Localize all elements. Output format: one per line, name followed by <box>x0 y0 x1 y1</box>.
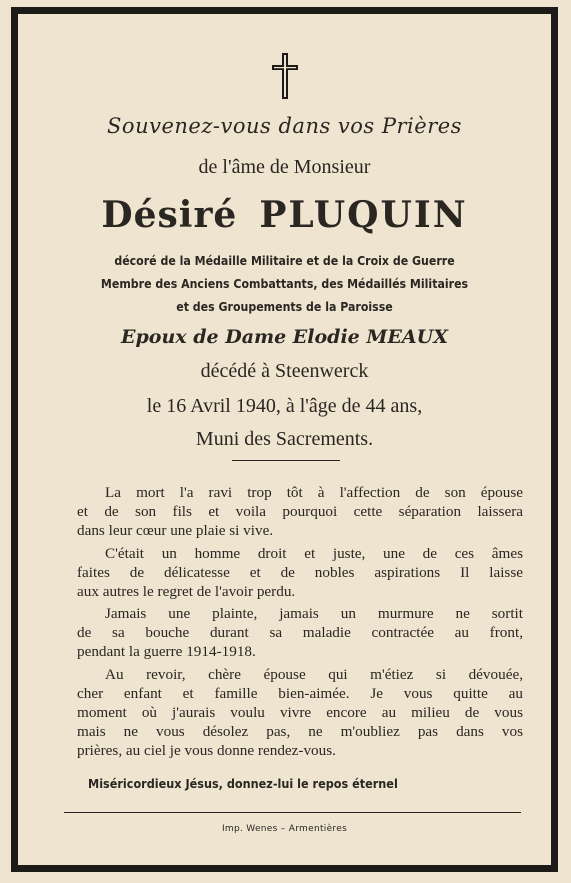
paragraph-line: pendant la guerre 1914-1918. <box>77 643 256 660</box>
first-name: Désiré <box>101 194 238 236</box>
closing-prayer: Miséricordieux Jésus, donnez-lui le repos éternel <box>88 776 398 791</box>
honor-line: décoré de la Médaille Militaire et de la Croix de Guerre <box>114 253 455 268</box>
paragraph-line: prières, au ciel je vous donne rendez-vous. <box>77 742 336 759</box>
paragraph-line: faites de délicatesse et de nobles aspirations Il laisse <box>77 564 523 581</box>
surname: PLUQUIN <box>259 194 468 236</box>
paragraph <box>77 604 523 661</box>
honor-line: et des Groupements de la Paroisse <box>176 299 393 314</box>
paragraph <box>77 665 523 760</box>
paragraph-line: Jamais une plainte, jamais un murmure ne sortit <box>105 605 523 622</box>
honor-line: Membre des Anciens Combattants, des Médaillés Militaires <box>100 276 469 291</box>
paragraph-line: Au revoir, chère épouse qui m'étiez si dévouée, <box>105 666 523 683</box>
paragraph-line: dans leur cœur une plaie si vive. <box>77 522 274 539</box>
divider <box>232 460 340 461</box>
intro-line: de l'âme de Monsieur <box>198 156 371 178</box>
paragraph-line: moment où j'aurais voulu vivre encore au milieu de vous <box>77 704 523 721</box>
paragraph <box>77 544 523 601</box>
spouse-line: Epoux de Dame Elodie MEAUX <box>121 326 448 348</box>
paragraph-line: La mort l'a ravi trop tôt à l'affection de son épouse <box>105 484 523 501</box>
card-content <box>18 14 551 865</box>
latin-cross-icon <box>270 52 300 100</box>
paragraph <box>77 483 523 540</box>
death-date: le 16 Avril 1940, à l'âge de 44 ans, <box>146 395 423 417</box>
paragraph-line: C'était un homme droit et juste, une de ces âmes <box>105 545 523 562</box>
paragraph-line: de sa bouche durant sa maladie contractée au front, <box>77 624 523 641</box>
paragraph-line: cher enfant et famille bien-aimée. Je vous quitte au <box>77 685 523 702</box>
printer-credit: Imp. Wenes – Armentières <box>221 824 348 834</box>
paragraph-line: et de son fils et voila pourquoi cette séparation laissera <box>77 503 523 520</box>
sacraments-line: Muni des Sacrements. <box>195 428 374 450</box>
heading: Souvenez-vous dans vos Prières <box>107 114 462 138</box>
footer-divider <box>64 812 521 813</box>
death-place: décédé à Steenwerck <box>200 360 369 382</box>
paragraph-line: aux autres le regret de l'avoir perdu. <box>77 583 296 600</box>
paragraph-line: mais ne vous désolez pas, ne m'oubliez pas dans vos <box>77 723 523 740</box>
deceased-name <box>18 194 551 236</box>
